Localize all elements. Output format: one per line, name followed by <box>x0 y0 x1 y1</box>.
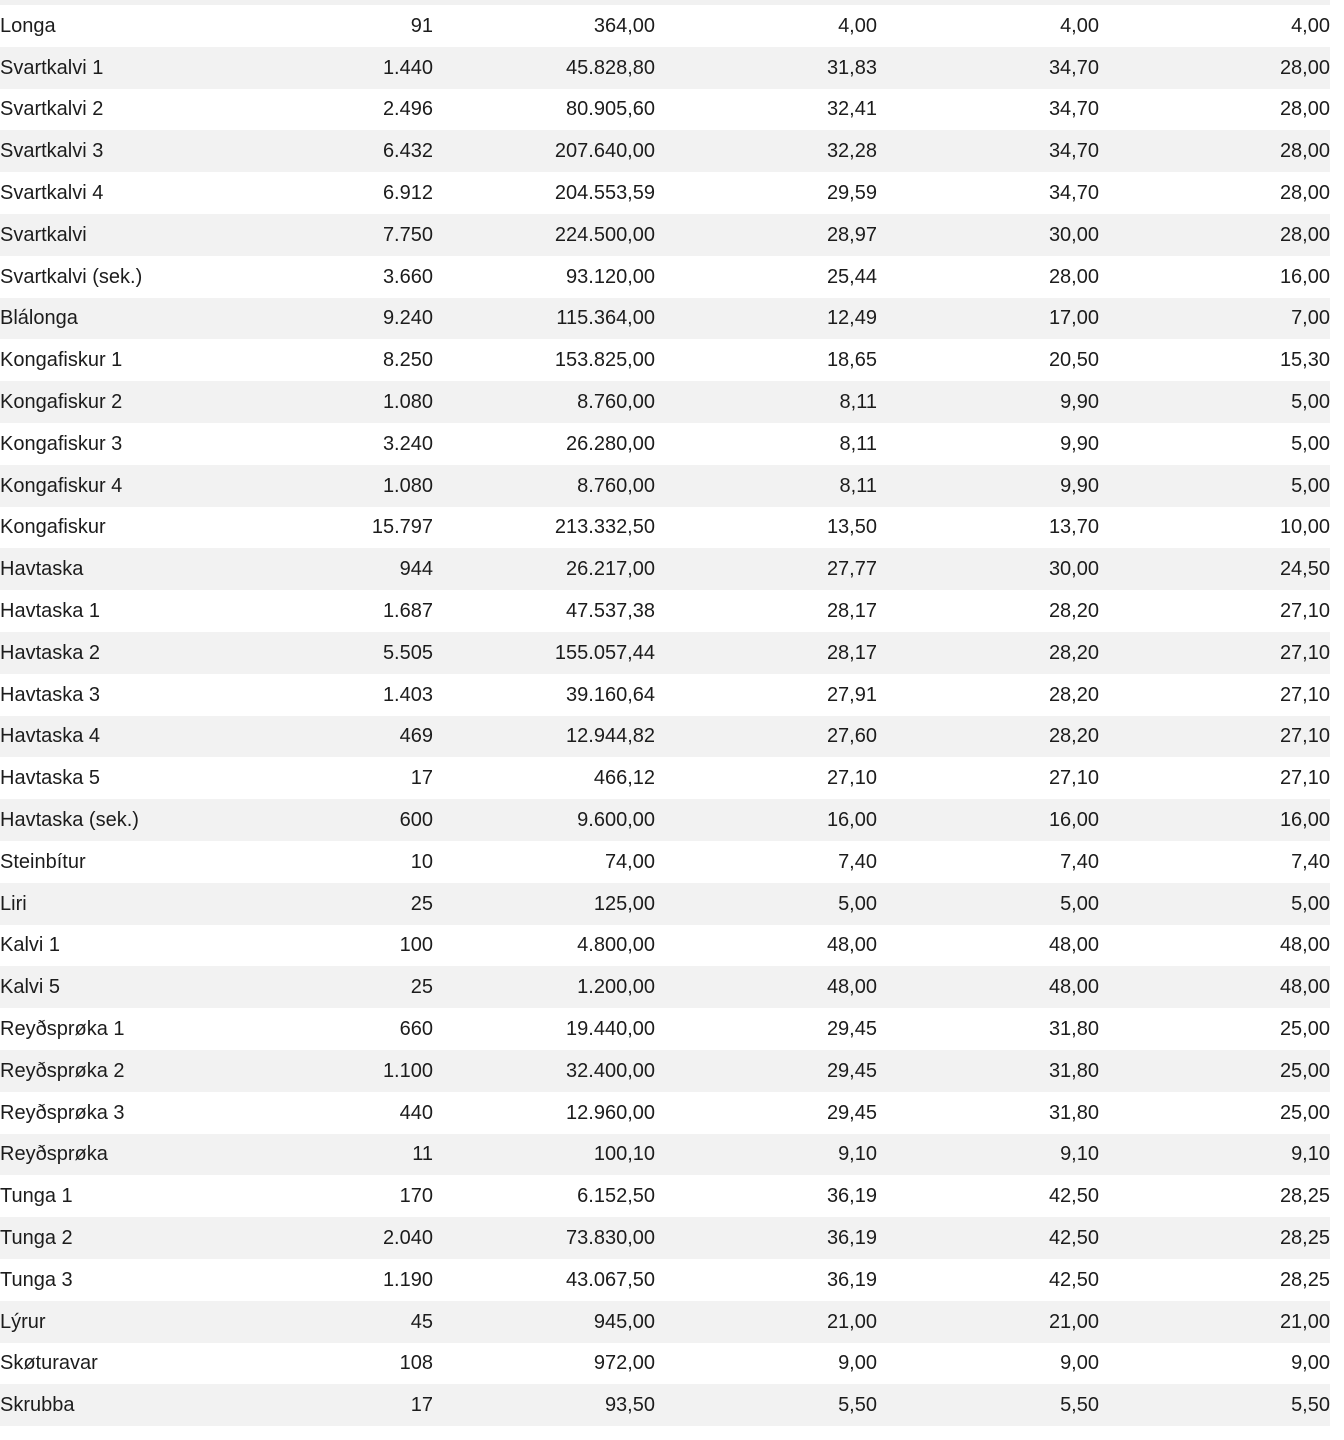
average-price-cell: 28,17 <box>826 600 877 623</box>
min-price-cell: 7,40 <box>1291 850 1330 873</box>
quantity-cell: 8.250 <box>382 349 433 372</box>
min-price-cell: 5,00 <box>1291 892 1330 915</box>
total-value-cell: 8.760,00 <box>577 474 655 497</box>
species-name-cell: Svartkalvi 1 <box>0 56 104 79</box>
min-price-cell: 25,00 <box>1279 1018 1330 1041</box>
table-row <box>0 507 1330 549</box>
quantity-cell: 3.240 <box>382 432 433 455</box>
min-price-cell: 27,10 <box>1279 600 1330 623</box>
total-value-cell: 207.640,00 <box>554 140 655 163</box>
average-price-cell: 16,00 <box>826 809 877 832</box>
species-name-cell: Steinbítur <box>0 850 86 873</box>
species-name-cell: Tunga 2 <box>0 1227 73 1249</box>
quantity-cell: 6.912 <box>382 182 433 205</box>
min-price-cell: 24,50 <box>1279 558 1330 581</box>
average-price-cell: 8,11 <box>839 432 877 455</box>
quantity-cell: 45 <box>410 1310 433 1333</box>
species-name-cell: Liri <box>0 892 27 915</box>
average-price-cell: 29,59 <box>826 182 877 205</box>
max-price-cell: 28,20 <box>1048 600 1099 623</box>
max-price-cell: 9,00 <box>1060 1352 1099 1375</box>
quantity-cell: 15.797 <box>371 516 433 539</box>
average-price-cell: 18,65 <box>826 349 877 372</box>
table-row <box>0 1384 1330 1426</box>
table-row <box>0 1134 1330 1176</box>
table-row <box>0 256 1330 298</box>
max-price-cell: 42,50 <box>1048 1227 1099 1249</box>
table-row <box>0 47 1330 89</box>
table-row <box>0 1175 1330 1217</box>
average-price-cell: 21,00 <box>826 1310 877 1333</box>
table-row <box>0 1092 1330 1134</box>
max-price-cell: 7,40 <box>1060 850 1099 873</box>
min-price-cell: 5,00 <box>1291 391 1330 414</box>
quantity-cell: 17 <box>410 767 433 790</box>
table-row <box>0 716 1330 758</box>
table-row <box>0 966 1330 1008</box>
table-row <box>0 1259 1330 1301</box>
quantity-cell: 108 <box>399 1352 433 1375</box>
average-price-cell: 28,17 <box>826 641 877 664</box>
total-value-cell: 12.960,00 <box>566 1101 655 1124</box>
species-name-cell: Svartkalvi <box>0 223 87 246</box>
max-price-cell: 48,00 <box>1048 976 1099 999</box>
species-name-cell: Kalvi 5 <box>0 976 61 999</box>
average-price-cell: 8,11 <box>839 474 877 497</box>
species-name-cell: Kongafiskur <box>0 516 106 539</box>
average-price-cell: 5,00 <box>838 892 877 915</box>
max-price-cell: 16,00 <box>1048 809 1099 832</box>
total-value-cell: 125,00 <box>593 892 655 915</box>
total-value-cell: 6.152,50 <box>577 1185 655 1208</box>
quantity-cell: 25 <box>410 976 433 999</box>
species-name-cell: Lýrur <box>0 1310 46 1333</box>
species-name-cell: Skøturavar <box>0 1352 98 1375</box>
total-value-cell: 19.440,00 <box>566 1018 655 1041</box>
max-price-cell: 9,10 <box>1060 1143 1099 1166</box>
total-value-cell: 9.600,00 <box>577 809 655 832</box>
table-row <box>0 130 1330 172</box>
average-price-cell: 25,44 <box>826 265 877 288</box>
total-value-cell: 204.553,59 <box>554 182 655 205</box>
table-row <box>0 5 1330 47</box>
species-name-cell: Blálonga <box>0 307 78 330</box>
total-value-cell: 26.280,00 <box>566 432 655 455</box>
total-value-cell: 32.400,00 <box>566 1059 655 1082</box>
max-price-cell: 17,00 <box>1048 307 1099 330</box>
min-price-cell: 16,00 <box>1279 809 1330 832</box>
average-price-cell: 4,00 <box>838 14 877 37</box>
average-price-cell: 27,60 <box>826 725 877 748</box>
max-price-cell: 34,70 <box>1048 182 1099 205</box>
quantity-cell: 9.240 <box>382 307 433 330</box>
min-price-cell: 28,00 <box>1279 98 1330 121</box>
quantity-cell: 6.432 <box>382 140 433 163</box>
table-row <box>0 1217 1330 1259</box>
total-value-cell: 945,00 <box>593 1310 655 1333</box>
species-name-cell: Svartkalvi 4 <box>0 182 104 205</box>
quantity-cell: 10 <box>410 850 433 873</box>
table-row <box>0 1008 1330 1050</box>
table-row <box>0 590 1330 632</box>
max-price-cell: 34,70 <box>1048 140 1099 163</box>
table-row <box>0 841 1330 883</box>
average-price-cell: 31,83 <box>826 56 877 79</box>
species-name-cell: Kongafiskur 3 <box>0 432 123 455</box>
species-name-cell: Reyðsprøka <box>0 1143 108 1166</box>
min-price-cell: 9,10 <box>1291 1143 1330 1166</box>
max-price-cell: 30,00 <box>1048 223 1099 246</box>
average-price-cell: 8,11 <box>839 391 877 414</box>
min-price-cell: 28,00 <box>1279 140 1330 163</box>
min-price-cell: 28,00 <box>1279 56 1330 79</box>
species-name-cell: Havtaska <box>0 558 84 581</box>
total-value-cell: 100,10 <box>593 1143 655 1166</box>
min-price-cell: 9,00 <box>1291 1352 1330 1375</box>
max-price-cell: 21,00 <box>1048 1310 1099 1333</box>
total-value-cell: 972,00 <box>593 1352 655 1375</box>
species-name-cell: Havtaska 4 <box>0 725 101 748</box>
quantity-cell: 5.505 <box>382 641 433 664</box>
quantity-cell: 600 <box>399 809 433 832</box>
species-name-cell: Tunga 3 <box>0 1268 73 1291</box>
average-price-cell: 12,49 <box>826 307 877 330</box>
average-price-cell: 36,19 <box>826 1268 877 1291</box>
total-value-cell: 73.830,00 <box>566 1227 655 1249</box>
table-row <box>0 465 1330 507</box>
table-row <box>0 799 1330 841</box>
average-price-cell: 28,97 <box>826 223 877 246</box>
max-price-cell: 9,90 <box>1060 391 1099 414</box>
species-name-cell: Svartkalvi 2 <box>0 98 104 121</box>
average-price-cell: 36,19 <box>826 1185 877 1208</box>
table-row <box>0 632 1330 674</box>
total-value-cell: 47.537,38 <box>566 600 655 623</box>
max-price-cell: 31,80 <box>1048 1101 1099 1124</box>
table-row <box>0 757 1330 799</box>
quantity-cell: 1.440 <box>382 56 433 79</box>
table-row <box>0 381 1330 423</box>
max-price-cell: 9,90 <box>1060 474 1099 497</box>
table-row <box>0 1301 1330 1343</box>
total-value-cell: 115.364,00 <box>556 307 655 330</box>
total-value-cell: 213.332,50 <box>554 516 655 539</box>
total-value-cell: 466,12 <box>593 767 655 790</box>
quantity-cell: 17 <box>410 1394 433 1417</box>
average-price-cell: 13,50 <box>826 516 877 539</box>
species-name-cell: Tunga 1 <box>0 1185 73 1208</box>
min-price-cell: 27,10 <box>1279 641 1330 664</box>
average-price-cell: 9,00 <box>838 1352 877 1375</box>
table-row <box>0 89 1330 131</box>
average-price-cell: 7,40 <box>838 850 877 873</box>
total-value-cell: 43.067,50 <box>566 1268 655 1291</box>
species-name-cell: Skrubba <box>0 1394 75 1417</box>
min-price-cell: 5,00 <box>1291 474 1330 497</box>
quantity-cell: 170 <box>399 1185 433 1208</box>
min-price-cell: 48,00 <box>1279 976 1330 999</box>
price-table-container <box>0 5 1330 1426</box>
species-name-cell: Kongafiskur 1 <box>0 349 123 372</box>
total-value-cell: 74,00 <box>604 850 655 873</box>
total-value-cell: 364,00 <box>593 14 655 37</box>
max-price-cell: 4,00 <box>1060 14 1099 37</box>
quantity-cell: 3.660 <box>382 265 433 288</box>
species-name-cell: Svartkalvi 3 <box>0 140 104 163</box>
min-price-cell: 28,25 <box>1279 1185 1330 1208</box>
species-name-cell: Havtaska 5 <box>0 767 101 790</box>
quantity-cell: 440 <box>399 1101 433 1124</box>
min-price-cell: 48,00 <box>1279 934 1330 957</box>
min-price-cell: 25,00 <box>1279 1101 1330 1124</box>
average-price-cell: 27,77 <box>826 558 877 581</box>
table-row <box>0 925 1330 967</box>
total-value-cell: 45.828,80 <box>566 56 655 79</box>
max-price-cell: 34,70 <box>1048 56 1099 79</box>
max-price-cell: 13,70 <box>1048 516 1099 539</box>
max-price-cell: 48,00 <box>1048 934 1099 957</box>
quantity-cell: 91 <box>410 14 433 37</box>
average-price-cell: 27,91 <box>826 683 877 706</box>
max-price-cell: 5,00 <box>1060 892 1099 915</box>
min-price-cell: 25,00 <box>1279 1059 1330 1082</box>
quantity-cell: 1.403 <box>382 683 433 706</box>
min-price-cell: 28,25 <box>1279 1268 1330 1291</box>
average-price-cell: 29,45 <box>826 1059 877 1082</box>
table-row <box>0 298 1330 340</box>
quantity-cell: 1.100 <box>382 1059 433 1082</box>
quantity-cell: 100 <box>399 934 433 957</box>
table-row <box>0 214 1330 256</box>
table-row <box>0 423 1330 465</box>
average-price-cell: 48,00 <box>826 934 877 957</box>
quantity-cell: 2.496 <box>382 98 433 121</box>
average-price-cell: 48,00 <box>826 976 877 999</box>
min-price-cell: 21,00 <box>1279 1310 1330 1333</box>
max-price-cell: 31,80 <box>1048 1059 1099 1082</box>
max-price-cell: 27,10 <box>1048 767 1099 790</box>
total-value-cell: 8.760,00 <box>577 391 655 414</box>
species-name-cell: Havtaska 2 <box>0 641 101 664</box>
quantity-cell: 1.080 <box>382 391 433 414</box>
min-price-cell: 27,10 <box>1279 767 1330 790</box>
table-row <box>0 339 1330 381</box>
species-name-cell: Havtaska 3 <box>0 683 101 706</box>
quantity-cell: 1.080 <box>382 474 433 497</box>
table-row <box>0 1343 1330 1385</box>
max-price-cell: 28,20 <box>1048 683 1099 706</box>
max-price-cell: 28,00 <box>1048 265 1099 288</box>
min-price-cell: 28,25 <box>1279 1227 1330 1249</box>
species-name-cell: Reyðsprøka 1 <box>0 1018 125 1041</box>
quantity-cell: 7.750 <box>382 223 433 246</box>
min-price-cell: 10,00 <box>1279 516 1330 539</box>
species-name-cell: Kongafiskur 2 <box>0 391 123 414</box>
total-value-cell: 1.200,00 <box>577 976 655 999</box>
average-price-cell: 9,10 <box>838 1143 877 1166</box>
quantity-cell: 25 <box>410 892 433 915</box>
max-price-cell: 28,20 <box>1048 641 1099 664</box>
table-row <box>0 548 1330 590</box>
species-name-cell: Reyðsprøka 2 <box>0 1059 125 1082</box>
total-value-cell: 80.905,60 <box>566 98 655 121</box>
quantity-cell: 944 <box>399 558 433 581</box>
total-value-cell: 153.825,00 <box>554 349 655 372</box>
price-table-body <box>0 5 1330 1426</box>
max-price-cell: 34,70 <box>1048 98 1099 121</box>
species-name-cell: Havtaska (sek.) <box>0 809 139 832</box>
min-price-cell: 5,00 <box>1291 432 1330 455</box>
min-price-cell: 4,00 <box>1291 14 1330 37</box>
min-price-cell: 7,00 <box>1291 307 1330 330</box>
max-price-cell: 30,00 <box>1048 558 1099 581</box>
total-value-cell: 224.500,00 <box>554 223 655 246</box>
table-row <box>0 172 1330 214</box>
average-price-cell: 5,50 <box>838 1394 877 1417</box>
average-price-cell: 32,28 <box>826 140 877 163</box>
min-price-cell: 28,00 <box>1279 223 1330 246</box>
quantity-cell: 2.040 <box>382 1227 433 1249</box>
min-price-cell: 5,50 <box>1291 1394 1330 1417</box>
total-value-cell: 39.160,64 <box>566 683 655 706</box>
min-price-cell: 16,00 <box>1279 265 1330 288</box>
species-name-cell: Kalvi 1 <box>0 934 61 957</box>
price-table <box>0 5 1330 1426</box>
total-value-cell: 12.944,82 <box>566 725 655 748</box>
table-row <box>0 883 1330 925</box>
species-name-cell: Svartkalvi (sek.) <box>0 265 143 288</box>
species-name-cell: Reyðsprøka 3 <box>0 1101 125 1124</box>
quantity-cell: 11 <box>412 1143 433 1166</box>
average-price-cell: 29,45 <box>826 1101 877 1124</box>
max-price-cell: 31,80 <box>1048 1018 1099 1041</box>
species-name-cell: Longa <box>0 14 56 37</box>
table-row <box>0 674 1330 716</box>
max-price-cell: 42,50 <box>1048 1268 1099 1291</box>
average-price-cell: 27,10 <box>826 767 877 790</box>
total-value-cell: 155.057,44 <box>554 641 655 664</box>
max-price-cell: 28,20 <box>1048 725 1099 748</box>
quantity-cell: 660 <box>399 1018 433 1041</box>
species-name-cell: Havtaska 1 <box>0 600 101 623</box>
average-price-cell: 32,41 <box>826 98 877 121</box>
quantity-cell: 1.190 <box>382 1268 433 1291</box>
table-row <box>0 1050 1330 1092</box>
max-price-cell: 9,90 <box>1060 432 1099 455</box>
min-price-cell: 27,10 <box>1279 683 1330 706</box>
total-value-cell: 26.217,00 <box>566 558 655 581</box>
min-price-cell: 27,10 <box>1279 725 1330 748</box>
quantity-cell: 1.687 <box>382 600 433 623</box>
quantity-cell: 469 <box>399 725 433 748</box>
max-price-cell: 42,50 <box>1048 1185 1099 1208</box>
average-price-cell: 36,19 <box>826 1227 877 1249</box>
total-value-cell: 93,50 <box>604 1394 655 1417</box>
min-price-cell: 15,30 <box>1279 349 1330 372</box>
species-name-cell: Kongafiskur 4 <box>0 474 123 497</box>
total-value-cell: 93.120,00 <box>566 265 655 288</box>
max-price-cell: 5,50 <box>1060 1394 1099 1417</box>
max-price-cell: 20,50 <box>1048 349 1099 372</box>
total-value-cell: 4.800,00 <box>577 934 655 957</box>
min-price-cell: 28,00 <box>1279 182 1330 205</box>
average-price-cell: 29,45 <box>826 1018 877 1041</box>
